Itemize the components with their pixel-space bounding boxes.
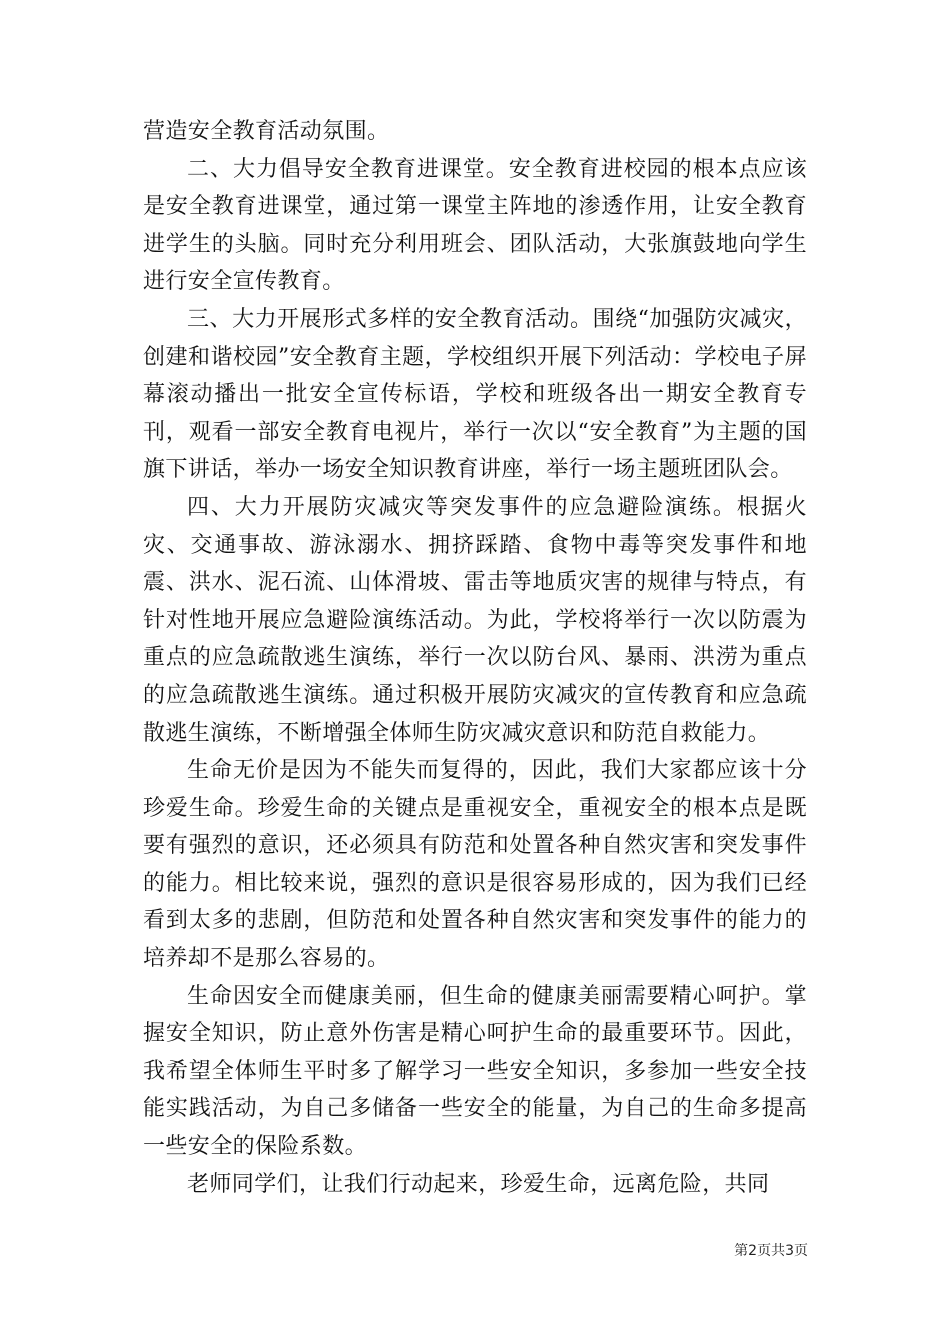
document-body <box>143 113 807 1203</box>
paragraph-continuation: 营造安全教育活动氛围。 <box>143 119 390 144</box>
paragraph-life-safety: 生命因安全而健康美丽，但生命的健康美丽需要精心呵护。掌握安全知识，防止意外伤害是精心呵护生命的最重要环节。因此，我希望全体师生平时多了解学习一些安全知识，多参加一些安全技能实践活动，为自己多储备一些安全的能量，为自己的生命多提高一些安全的保险系数。 <box>143 983 807 1160</box>
paragraph-section-four: 四、大力开展防灾减灾等突发事件的应急避险演练。根据火灾、交通事故、游泳溺水、拥挤踩踏、食物中毒等突发事件和地震、洪水、泥石流、山体滑坡、雷击等地质灾害的规律与特点，有针对性地开展应急避险演练活动。为此，学校将举行一次以防震为重点的应急疏散逃生演练，举行一次以防台风、暴雨、洪涝为重点的应急疏散逃生演练。通过积极开展防灾减灾的宣传教育和应急疏散逃生演练，不断增强全体师生防灾减灾意识和防范自救能力。 <box>143 494 807 746</box>
paragraph-life-priceless: 生命无价是因为不能失而复得的，因此，我们大家都应该十分珍爱生命。珍爱生命的关键点是重视安全，重视安全的根本点是既要有强烈的意识，还必须具有防范和处置各种自然灾害和突发事件的能力。相比较来说，强烈的意识是很容易形成的，因为我们已经看到太多的悲剧，但防范和处置各种自然灾害和突发事件的能力的培养却不是那么容易的。 <box>143 758 807 972</box>
paragraph-closing: 老师同学们，让我们行动起来，珍爱生命，远离危险，共同 <box>187 1171 770 1197</box>
paragraph-section-three: 三、大力开展形式多样的安全教育活动。围绕“加强防灾减灾，创建和谐校园”安全教育主题，学校组织开展下列活动：学校电子屏幕滚动播出一批安全宣传标语，学校和班级各出一期安全教育专刊，观看一部安全教育电视片，举行一次以“安全教育”为主题的国旗下讲话，举办一场安全知识教育讲座，举行一场主题班团队会。 <box>143 306 807 483</box>
page-number-footer: 第2页共3页 <box>734 1243 808 1259</box>
paragraph-section-two: 二、大力倡导安全教育进课堂。安全教育进校园的根本点应该是安全教育进课堂，通过第一课堂主阵地的渗透作用，让安全教育进学生的头脑。同时充分利用班会、团队活动，大张旗鼓地向学生进行安全宣传教育。 <box>143 156 807 295</box>
